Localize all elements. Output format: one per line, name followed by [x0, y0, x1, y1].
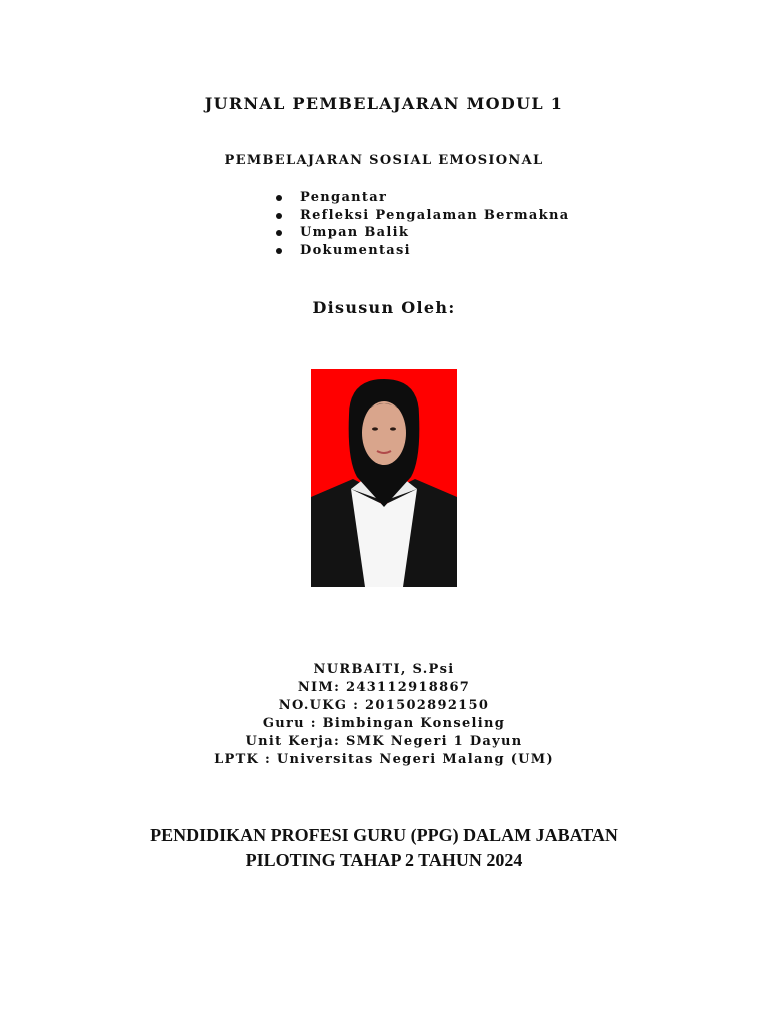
author-details [0, 661, 768, 769]
topic-list [276, 189, 569, 259]
right-eye [390, 427, 396, 430]
bullet-icon [276, 213, 282, 219]
topic-label: Umpan Balik [300, 225, 410, 240]
list-item [276, 224, 569, 242]
author-guru: Guru : Bimbingan Konseling [262, 716, 506, 731]
document-title: JURNAL PEMBELAJARAN MODUL 1 [204, 94, 564, 113]
bullet-icon [276, 230, 282, 236]
bullet-icon [276, 248, 282, 254]
portrait-photo [311, 369, 457, 587]
author-lptk: LPTK : Universitas Negeri Malang (UM) [214, 752, 554, 767]
topic-label: Dokumentasi [300, 242, 411, 258]
list-item [276, 242, 569, 260]
topic-label: Pengantar [300, 190, 388, 205]
author-name: NURBAITI, S.Psi [313, 662, 455, 677]
author-nim: NIM: 243112918867 [297, 680, 471, 695]
footer-line-2: PILOTING TAHAP 2 TAHUN 2024 [245, 850, 523, 870]
author-unit-kerja: Unit Kerja: SMK Negeri 1 Dayun [245, 734, 523, 749]
document-subtitle: PEMBELAJARAN SOSIAL EMOSIONAL [224, 153, 544, 168]
bullet-icon [276, 195, 282, 201]
author-no-ukg: NO.UKG : 201502892150 [278, 698, 490, 713]
author-heading: Disusun Oleh: [312, 298, 456, 317]
left-eye [372, 427, 378, 430]
list-item [276, 207, 569, 225]
topic-label: Refleksi Pengalaman Bermakna [300, 207, 570, 223]
face-shape [362, 401, 406, 465]
footer-line-1: PENDIDIKAN PROFESI GURU (PPG) DALAM JABATAN [150, 825, 618, 845]
list-item [276, 189, 569, 207]
